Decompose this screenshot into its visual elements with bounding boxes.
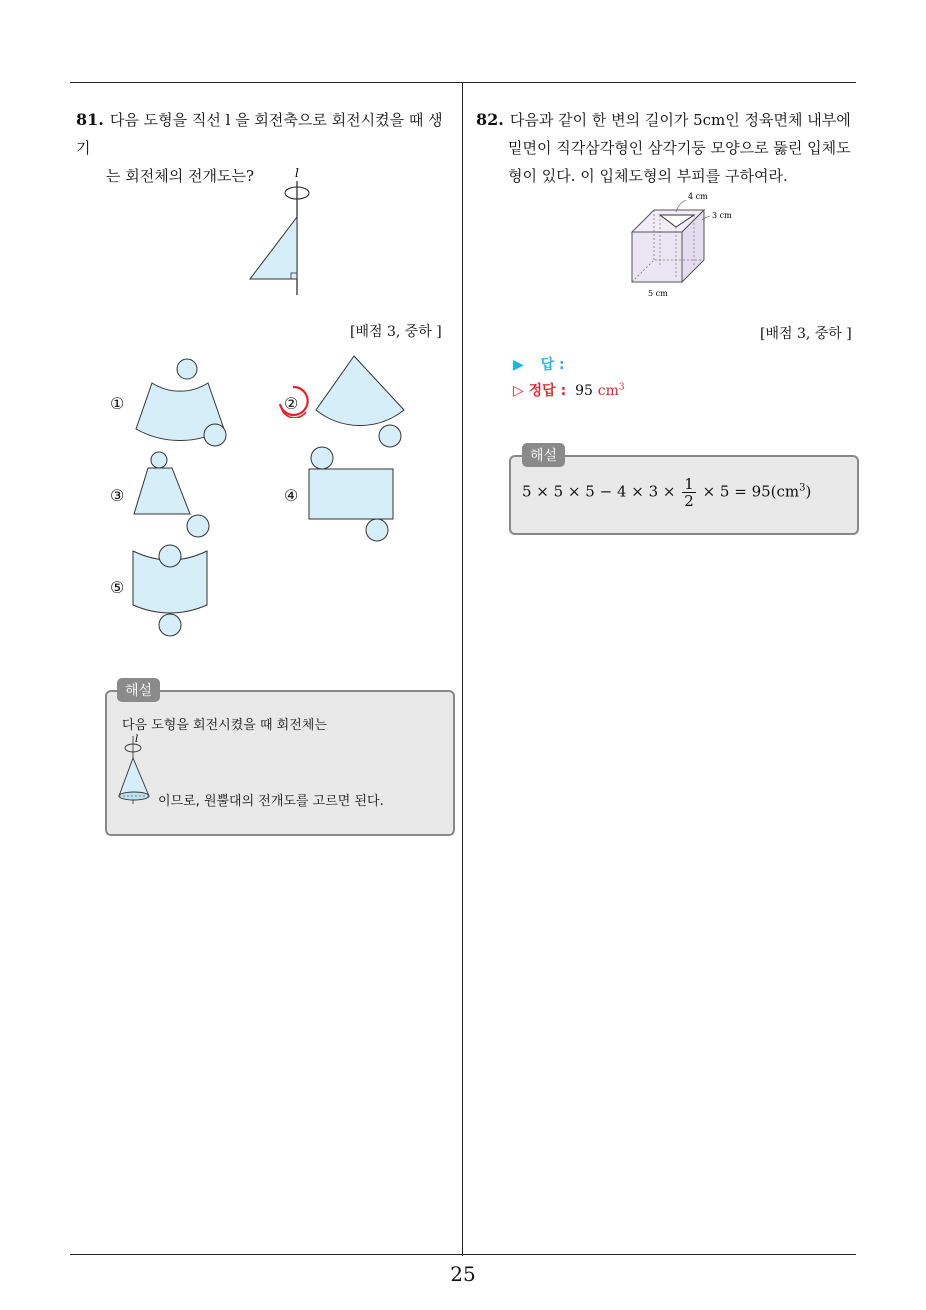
triangle-rotation-figure — [240, 165, 320, 300]
answer-row — [513, 354, 565, 374]
question-number: 82. — [476, 110, 504, 129]
question-text-line1: 다음과 같이 한 변의 길이가 5cm인 정육면체 내부에 — [509, 111, 851, 129]
question-text-line3: 형이 있다. 이 입체도형의 부피를 구하여라. — [508, 167, 788, 185]
question-text-line1: 다음 도형을 직선 l 을 회전축으로 회전시켰을 때 생기 — [76, 111, 443, 157]
formula-close: ) — [805, 482, 812, 501]
selected-choice-mark — [276, 384, 310, 418]
bottom-rule — [70, 1254, 856, 1255]
question-82 — [476, 106, 860, 190]
explanation-formula — [522, 476, 811, 509]
explanation-line1: 다음 도형을 회전시켰을 때 회전체는 — [122, 718, 327, 733]
explanation-tag-81: 해설 — [117, 678, 160, 702]
choice-5-label[interactable]: ⑤ — [110, 578, 125, 597]
axis-label: l — [295, 166, 299, 180]
correct-unit: cm — [597, 383, 619, 399]
correct-label: 정답 : — [528, 383, 567, 399]
score-label: [배점 3, 중하 ] — [760, 326, 852, 342]
column-divider — [462, 82, 463, 1256]
dimension-side: 3 cm — [712, 211, 732, 220]
choice-4-label[interactable]: ④ — [284, 486, 299, 505]
answer-label: 답 : — [540, 357, 565, 373]
correct-triangle-icon: ▷ — [513, 383, 524, 399]
question-text-line2: 는 회전체의 전개도는? — [106, 167, 254, 185]
answer-triangle-icon: ▶ — [513, 357, 524, 373]
formula-right: × 5 = 95(cm — [702, 482, 800, 501]
explanation-box-81 — [105, 690, 455, 836]
explanation-tag-82: 해설 — [522, 443, 565, 467]
cube-figure — [620, 190, 745, 300]
question-text-line2: 밑면이 직각삼각형인 삼각기둥 모양으로 뚫린 입체도 — [508, 139, 851, 157]
formula-left: 5 × 5 × 5 − 4 × 3 × — [522, 482, 676, 501]
choice-2-label[interactable]: ② — [284, 394, 299, 413]
correct-exp: 3 — [618, 382, 625, 393]
correct-answer-row — [513, 380, 625, 400]
choice-3-label[interactable]: ③ — [110, 486, 125, 505]
cone-axis-label: l — [135, 734, 139, 745]
question-number: 81. — [76, 110, 104, 129]
score-label: [배점 3, 중하 ] — [350, 324, 442, 340]
formula-exp: 3 — [799, 482, 806, 494]
fraction — [682, 476, 696, 509]
dimension-top: 4 cm — [688, 192, 708, 201]
correct-value: 95 — [575, 383, 593, 399]
choice-3-figure[interactable] — [130, 450, 220, 545]
top-rule — [70, 82, 856, 83]
choice-2-figure[interactable] — [312, 352, 412, 450]
page-number: 25 — [450, 1262, 476, 1286]
choice-1-figure[interactable] — [128, 355, 238, 450]
explanation-line2: 이므로, 원뿔대의 전개도를 고르면 된다. — [158, 794, 384, 809]
dimension-bottom: 5 cm — [648, 289, 668, 298]
choice-1-label[interactable]: ① — [110, 394, 125, 413]
fraction-numerator: 1 — [684, 475, 694, 493]
choice-5-figure[interactable] — [128, 537, 213, 639]
cone-figure — [115, 734, 157, 806]
fraction-denominator: 2 — [684, 492, 694, 510]
choice-4-figure[interactable] — [305, 444, 400, 546]
